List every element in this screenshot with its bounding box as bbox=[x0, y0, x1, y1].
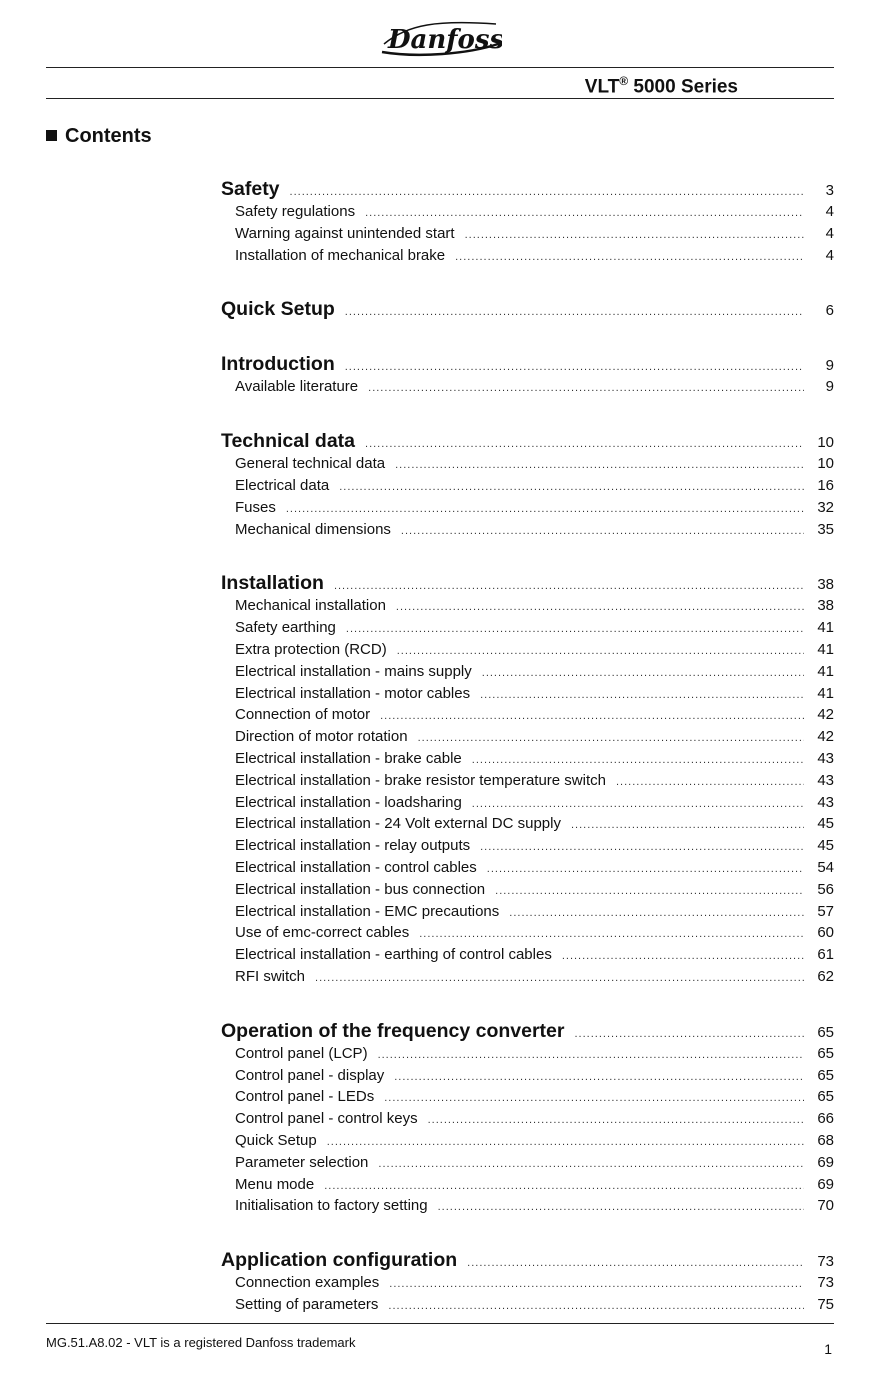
dot-leader bbox=[315, 968, 804, 990]
toc-section bbox=[221, 178, 834, 266]
dot-leader bbox=[465, 225, 804, 247]
dot-leader bbox=[327, 1132, 804, 1154]
toc-heading[interactable] bbox=[221, 178, 834, 201]
toc-entry-page: 61 bbox=[817, 946, 834, 964]
toc-entry-page: 42 bbox=[817, 706, 834, 724]
dot-leader bbox=[396, 597, 804, 619]
toc-section bbox=[221, 353, 834, 398]
toc-entry[interactable] bbox=[221, 1043, 834, 1065]
toc-entry[interactable] bbox=[221, 617, 834, 639]
toc-entry-title: Electrical installation - earthing of control cables bbox=[235, 946, 552, 964]
dot-leader bbox=[394, 1067, 804, 1089]
toc-entry-title: Control panel - control keys bbox=[235, 1110, 418, 1128]
toc-section bbox=[221, 1249, 834, 1316]
toc-heading-page: 73 bbox=[817, 1253, 834, 1271]
toc-entry[interactable] bbox=[221, 1272, 834, 1294]
toc-entry-page: 43 bbox=[817, 749, 834, 767]
toc-entry[interactable] bbox=[221, 595, 834, 617]
toc-heading-page: 38 bbox=[817, 576, 834, 594]
toc-entry-page: 4 bbox=[825, 203, 834, 220]
toc-entry[interactable] bbox=[221, 792, 834, 814]
toc-entry[interactable] bbox=[221, 726, 834, 748]
toc-entry-page: 70 bbox=[817, 1197, 834, 1215]
toc-entry[interactable] bbox=[221, 497, 834, 519]
toc-heading-page: 6 bbox=[825, 302, 834, 320]
toc-entry-title: Electrical installation - 24 Volt external DC supply bbox=[235, 815, 561, 833]
toc-entry[interactable] bbox=[221, 1294, 834, 1316]
dot-leader bbox=[495, 881, 804, 903]
toc-entry-page: 54 bbox=[817, 858, 834, 876]
dot-leader bbox=[339, 477, 804, 499]
toc-entry-title: Electrical installation - motor cables bbox=[235, 684, 471, 702]
toc-heading-title: Introduction bbox=[221, 353, 335, 376]
toc-heading-title: Operation of the frequency converter bbox=[221, 1019, 565, 1042]
dot-leader bbox=[562, 946, 804, 968]
dot-leader bbox=[389, 1274, 804, 1296]
toc-heading-page: 65 bbox=[817, 1023, 834, 1041]
toc-entry[interactable] bbox=[221, 1174, 834, 1196]
toc-heading-title: Installation bbox=[221, 572, 324, 595]
toc-entry-page: 66 bbox=[817, 1110, 834, 1128]
toc-heading[interactable] bbox=[221, 1020, 834, 1043]
dot-leader bbox=[438, 1197, 804, 1219]
toc-entry-page: 41 bbox=[817, 640, 834, 658]
header-rule-bottom bbox=[46, 98, 834, 99]
toc-entry-title: Connection of motor bbox=[235, 706, 371, 724]
toc-entry[interactable] bbox=[221, 661, 834, 683]
toc-entry[interactable] bbox=[221, 1108, 834, 1130]
page-number: 1 bbox=[824, 1341, 832, 1357]
toc-entry-page: 38 bbox=[817, 597, 834, 615]
dot-leader bbox=[467, 1252, 804, 1275]
toc-entry-page: 56 bbox=[817, 880, 834, 898]
toc-entry-page: 60 bbox=[817, 924, 834, 942]
dot-leader bbox=[395, 455, 804, 477]
toc-entry-page: 43 bbox=[817, 771, 834, 789]
toc-entry-title: Quick Setup bbox=[235, 1131, 317, 1149]
toc-entry[interactable] bbox=[221, 245, 834, 267]
dot-leader bbox=[472, 794, 804, 816]
dot-leader bbox=[378, 1045, 804, 1067]
toc-entry[interactable] bbox=[221, 922, 834, 944]
toc-entry-title: Electrical installation - bus connection bbox=[235, 880, 486, 898]
table-of-contents bbox=[221, 178, 834, 1348]
toc-entry-page: 73 bbox=[817, 1274, 834, 1292]
toc-entry-page: 35 bbox=[817, 520, 834, 538]
dot-leader bbox=[472, 750, 804, 772]
toc-heading-page: 10 bbox=[817, 434, 834, 452]
dot-leader bbox=[418, 728, 804, 750]
toc-entry[interactable] bbox=[221, 475, 834, 497]
toc-heading[interactable] bbox=[221, 1249, 834, 1272]
toc-entry[interactable] bbox=[221, 223, 834, 245]
toc-entry-page: 43 bbox=[817, 793, 834, 811]
dot-leader bbox=[482, 663, 804, 685]
toc-heading[interactable] bbox=[221, 430, 834, 453]
toc-entry-page: 41 bbox=[817, 662, 834, 680]
toc-entry[interactable] bbox=[221, 1130, 834, 1152]
toc-entry-page: 65 bbox=[817, 1044, 834, 1062]
toc-entry-page: 10 bbox=[817, 455, 834, 473]
toc-entry[interactable] bbox=[221, 1086, 834, 1108]
dot-leader bbox=[571, 815, 804, 837]
dot-leader bbox=[480, 837, 804, 859]
toc-entry[interactable] bbox=[221, 1152, 834, 1174]
toc-section bbox=[221, 298, 834, 321]
toc-entry-title: Electrical installation - loadsharing bbox=[235, 793, 462, 811]
toc-entry[interactable] bbox=[221, 1065, 834, 1087]
toc-entry-page: 41 bbox=[817, 684, 834, 702]
dot-leader bbox=[368, 378, 804, 400]
toc-entry[interactable] bbox=[221, 879, 834, 901]
toc-entry[interactable] bbox=[221, 704, 834, 726]
toc-entry-title: Use of emc-correct cables bbox=[235, 924, 410, 942]
toc-entry[interactable] bbox=[221, 813, 834, 835]
toc-entry-title: Menu mode bbox=[235, 1175, 315, 1193]
dot-leader bbox=[388, 1296, 804, 1318]
toc-heading-title: Technical data bbox=[221, 430, 356, 453]
dot-leader bbox=[575, 1023, 805, 1046]
toc-entry-title: Setting of parameters bbox=[235, 1295, 379, 1313]
dot-leader bbox=[384, 1088, 804, 1110]
dot-leader bbox=[397, 641, 804, 663]
dot-leader bbox=[380, 706, 804, 728]
toc-section bbox=[221, 430, 834, 540]
toc-entry[interactable] bbox=[221, 201, 834, 223]
toc-entry-page: 32 bbox=[817, 498, 834, 516]
dot-leader bbox=[419, 924, 804, 946]
header-rule-top bbox=[46, 67, 834, 68]
toc-entry-title: Control panel - LEDs bbox=[235, 1088, 375, 1106]
toc-heading-title: Application configuration bbox=[221, 1249, 458, 1272]
toc-heading[interactable] bbox=[221, 353, 834, 376]
toc-entry-title: Electrical installation - relay outputs bbox=[235, 837, 471, 855]
dot-leader bbox=[509, 903, 804, 925]
dot-leader bbox=[324, 1176, 804, 1198]
footer-rule bbox=[46, 1323, 834, 1324]
toc-entry[interactable] bbox=[221, 770, 834, 792]
toc-heading-page: 9 bbox=[825, 357, 834, 375]
dot-leader bbox=[286, 499, 804, 521]
toc-section bbox=[221, 1020, 834, 1217]
brand-wordmark: Danfoss bbox=[388, 25, 502, 55]
toc-entry-page: 4 bbox=[825, 224, 834, 242]
dot-leader bbox=[455, 247, 804, 269]
toc-entry-title: Fuses bbox=[235, 498, 276, 516]
toc-entry[interactable] bbox=[221, 857, 834, 879]
toc-entry-title: Electrical installation - EMC precautions bbox=[235, 902, 500, 920]
toc-entry-title: Safety regulations bbox=[235, 203, 356, 220]
toc-entry-title: Safety earthing bbox=[235, 619, 336, 637]
toc-entry-title: Control panel (LCP) bbox=[235, 1044, 368, 1062]
toc-entry-title: Parameter selection bbox=[235, 1153, 369, 1171]
footer-text: MG.51.A8.02 - VLT is a registered Danfoss trademark bbox=[46, 1335, 356, 1350]
toc-entry-title: Electrical installation - brake cable bbox=[235, 749, 462, 767]
toc-entry-page: 69 bbox=[817, 1175, 834, 1193]
toc-entry-page: 65 bbox=[817, 1088, 834, 1106]
toc-entry-page: 62 bbox=[817, 967, 834, 985]
square-bullet-icon bbox=[46, 130, 57, 141]
dot-leader bbox=[346, 619, 804, 641]
dot-leader bbox=[290, 181, 804, 204]
toc-heading-page: 3 bbox=[825, 182, 834, 199]
toc-entry-title: Available literature bbox=[235, 378, 359, 396]
series-title: VLT® 5000 Series bbox=[584, 74, 738, 98]
toc-entry-title: Electrical installation - mains supply bbox=[235, 662, 472, 680]
toc-entry[interactable] bbox=[221, 639, 834, 661]
toc-heading-title: Quick Setup bbox=[221, 298, 335, 321]
dot-leader bbox=[345, 356, 804, 379]
toc-entry-page: 16 bbox=[817, 476, 834, 494]
toc-entry-page: 4 bbox=[825, 246, 834, 264]
toc-entry[interactable] bbox=[221, 376, 834, 398]
dot-leader bbox=[378, 1154, 804, 1176]
toc-entry-page: 41 bbox=[817, 619, 834, 637]
dot-leader bbox=[365, 203, 804, 225]
toc-entry-page: 42 bbox=[817, 728, 834, 746]
toc-entry-title: Mechanical dimensions bbox=[235, 520, 391, 538]
toc-entry-title: Mechanical installation bbox=[235, 597, 386, 615]
dot-leader bbox=[616, 772, 804, 794]
dot-leader bbox=[365, 433, 804, 456]
toc-entry-title: Electrical data bbox=[235, 476, 330, 494]
toc-heading[interactable] bbox=[221, 298, 834, 321]
toc-entry-page: 57 bbox=[817, 902, 834, 920]
toc-entry-title: RFI switch bbox=[235, 967, 306, 985]
toc-entry-page: 45 bbox=[817, 815, 834, 833]
dot-leader bbox=[480, 685, 804, 707]
dot-leader bbox=[345, 301, 804, 324]
toc-entry-title: Electrical installation - brake resistor temperature switch bbox=[235, 771, 606, 789]
dot-leader bbox=[401, 521, 804, 543]
toc-entry-title: Initialisation to factory setting bbox=[235, 1197, 428, 1215]
toc-entry[interactable] bbox=[221, 519, 834, 541]
toc-entry[interactable] bbox=[221, 944, 834, 966]
dot-leader bbox=[487, 859, 804, 881]
toc-entry-title: Extra protection (RCD) bbox=[235, 640, 387, 658]
toc-section bbox=[221, 572, 834, 987]
toc-entry-page: 68 bbox=[817, 1131, 834, 1149]
toc-entry-title: Connection examples bbox=[235, 1274, 380, 1292]
toc-entry-title: Control panel - display bbox=[235, 1066, 385, 1084]
toc-entry-page: 9 bbox=[825, 378, 834, 396]
page-title: Contents bbox=[46, 125, 152, 148]
toc-heading[interactable] bbox=[221, 572, 834, 595]
danfoss-logo bbox=[378, 14, 502, 60]
toc-entry-title: Installation of mechanical brake bbox=[235, 246, 446, 264]
toc-entry-page: 69 bbox=[817, 1153, 834, 1171]
toc-entry-page: 65 bbox=[817, 1066, 834, 1084]
toc-entry[interactable] bbox=[221, 901, 834, 923]
toc-entry[interactable] bbox=[221, 748, 834, 770]
toc-entry-page: 75 bbox=[817, 1295, 834, 1313]
toc-entry-title: Direction of motor rotation bbox=[235, 728, 408, 746]
toc-entry[interactable] bbox=[221, 835, 834, 857]
dot-leader bbox=[428, 1110, 804, 1132]
toc-entry[interactable] bbox=[221, 453, 834, 475]
toc-entry-title: Warning against unintended start bbox=[235, 224, 455, 242]
toc-entry[interactable] bbox=[221, 1195, 834, 1217]
toc-entry-title: Electrical installation - control cables bbox=[235, 858, 477, 876]
toc-entry-title: General technical data bbox=[235, 455, 386, 473]
dot-leader bbox=[334, 575, 804, 598]
toc-heading-title: Safety bbox=[221, 178, 280, 200]
toc-entry-page: 45 bbox=[817, 837, 834, 855]
toc-entry[interactable] bbox=[221, 683, 834, 705]
toc-entry[interactable] bbox=[221, 966, 834, 988]
